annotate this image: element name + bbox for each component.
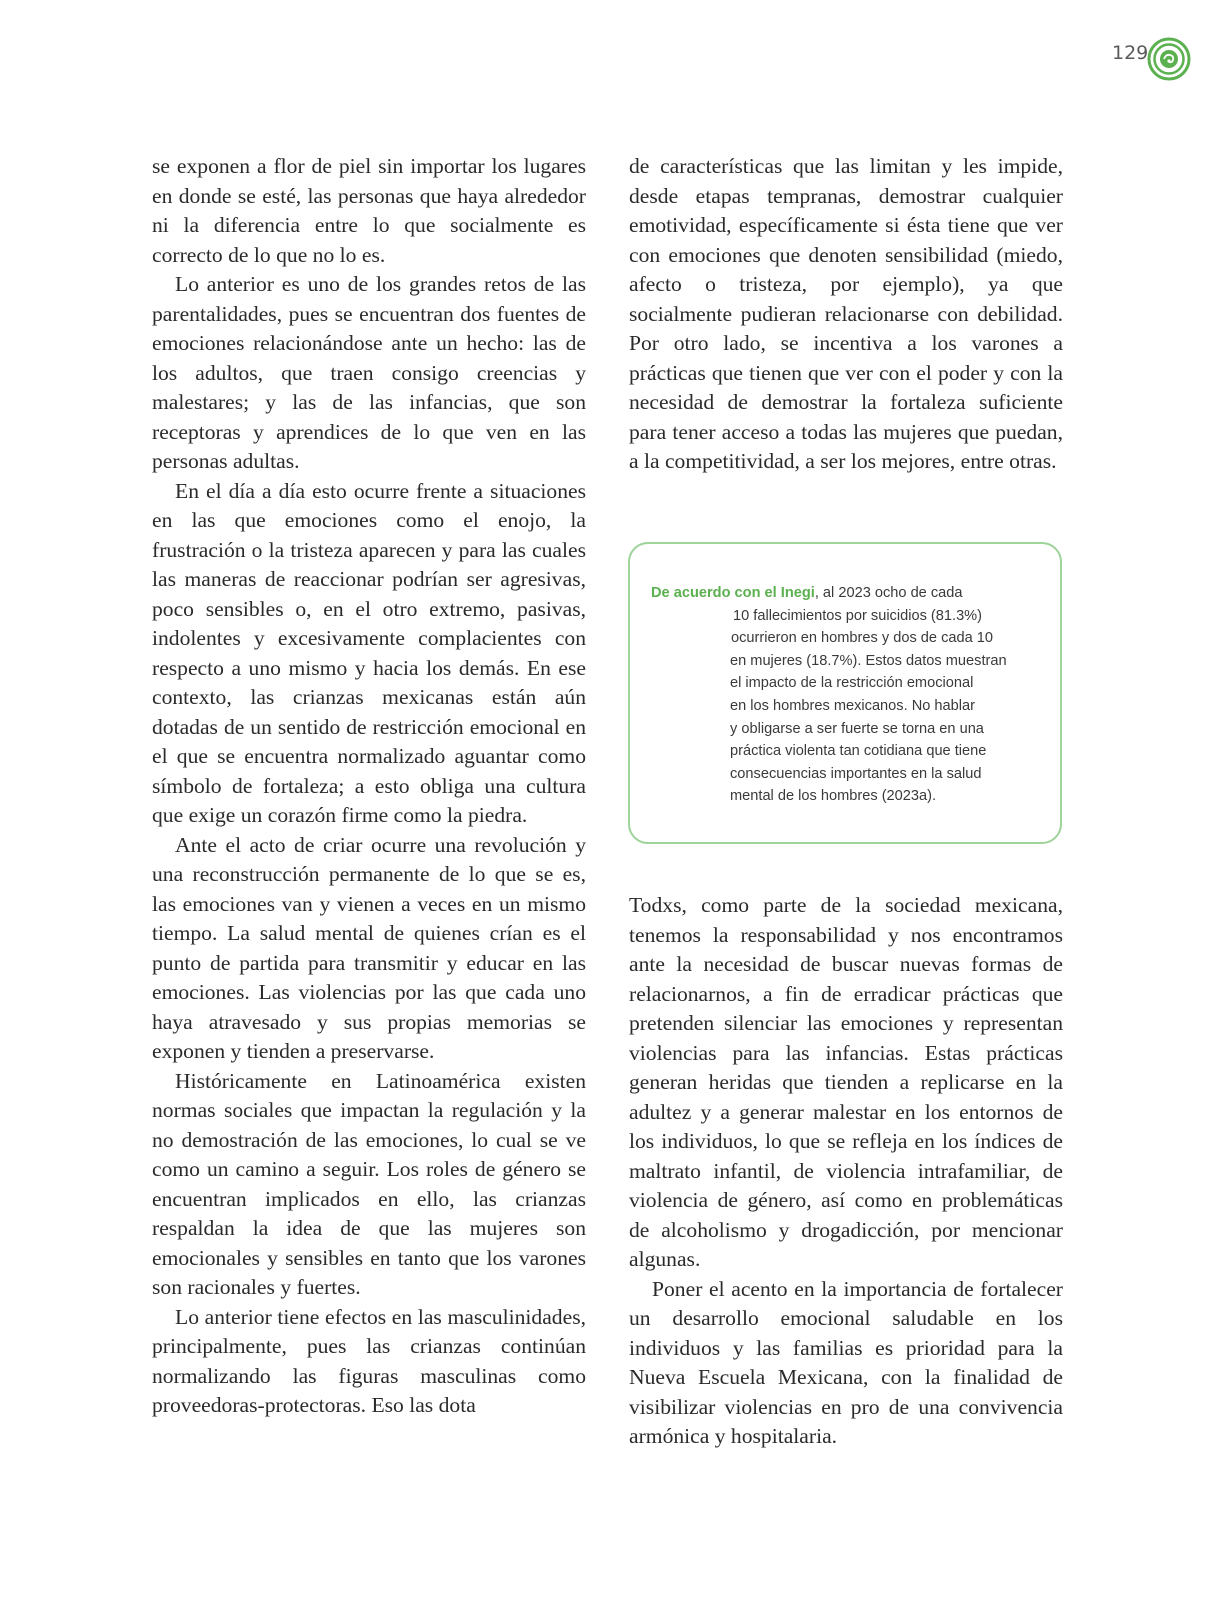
paragraph: Poner el acento en la importancia de fortalecer un desarrollo emocional saludable en los individuos y las familias es prioridad para la Nueva Escuela Mexicana, con la finalidad de visibilizar violencias en pro de una convivencia armónica y hospitalaria. <box>629 1276 1063 1448</box>
right-column-top <box>629 152 1063 477</box>
callout-line: en los hombres mexicanos. No hablar <box>730 697 975 714</box>
callout-line: y obligarse a ser fuerte se torna en una <box>730 720 984 737</box>
paragraph: En el día a día esto ocurre frente a situaciones en las que emociones como el enojo, la frustración o la tristeza aparecen y para las cuales las maneras de reaccionar podrían ser agresivas, poco sensibles o, en el otro extremo, pasivas, indolentes y excesivamente complacientes con respecto a uno mismo y hacia los demás. En ese contexto, las crianzas mexicanas están aún dotadas de un sentido de restricción emocional en el que se encuentra normalizado aguantar como símbolo de fortaleza; a esto obliga una cultura que exige un corazón firme como la piedra. <box>152 478 586 827</box>
callout-lead: De acuerdo con el Inegi <box>651 585 815 601</box>
paragraph: Ante el acto de criar ocurre una revolución y una reconstrucción permanente de lo que se es, las emociones van y vienen a veces en un mismo tiempo. La salud mental de quienes crían es el punto de partida para transmitir y educar en las emociones. Las violencias por las que cada uno haya atravesado y sus propias memorias se exponen y tienden a preservarse. <box>152 832 586 1063</box>
paragraph: Lo anterior es uno de los grandes retos de las parentalidades, pues se encuentran dos fuentes de emociones relacionándose ante un hecho: las de los adultos, que traen consigo creencias y malestares; y las de las infancias, que son receptoras y aprendices de lo que ven en las personas adultas. <box>152 272 586 473</box>
callout-line: el impacto de la restricción emocional <box>730 675 974 692</box>
left-column <box>152 152 586 1421</box>
callout-line: mental de los hombres (2023a). <box>730 788 937 805</box>
callout-first-line-rest: , al 2023 ocho de cada <box>814 585 963 601</box>
callout-line: en mujeres (18.7%). Estos datos muestran <box>730 652 1007 669</box>
paragraph: se exponen a flor de piel sin importar los lugares en donde se esté, las personas que haya alrededor ni la diferencia entre lo que socialmente es correcto de lo que no lo es. <box>152 154 586 267</box>
callout-line: 10 fallecimientos por suicidios (81.3%) <box>733 607 983 624</box>
paragraph: Todxs, como parte de la sociedad mexicana, tenemos la responsabilidad y nos encontramos ante la necesidad de buscar nuevas formas de relacionarnos, a fin de erradicar prácticas que pretenden silenciar las emociones y representan violencias para las infancias. Estas prácticas generan heridas que tienden a replicarse en la adultez y a generar malestar en los entornos de los individuos, lo que se refleja en los índices de maltrato infantil, de violencia intrafamiliar, de violencia de género, así como en problemáticas de alcoholismo y drogadicción, por mencionar algunas. <box>629 893 1063 1271</box>
page-number: 129 <box>1112 42 1149 64</box>
callout-line <box>651 582 1021 605</box>
paragraph: Históricamente en Latinoamérica existen normas sociales que impactan la regulación y la no demostración de las emociones, lo cual se ve como un camino a seguir. Los roles de género se encuentran implicados en ello, las crianzas respaldan la idea de que las mujeres son emocionales y sensibles en tanto que los varones son racionales y fuertes. <box>152 1068 586 1299</box>
right-column-bottom <box>629 891 1063 1452</box>
callout-line: consecuencias importantes en la salud <box>730 765 982 782</box>
callout-text <box>651 582 1021 808</box>
paragraph: Lo anterior tiene efectos en las masculinidades, principalmente, pues las crianzas continúan normalizando las figuras masculinas como proveedoras-protectoras. Eso las dota <box>152 1304 586 1417</box>
callout-line: ocurrieron en hombres y dos de cada 10 <box>731 630 994 647</box>
callout-line: práctica violenta tan cotidiana que tiene <box>730 743 987 760</box>
green-spiral-logo-icon <box>1147 37 1191 81</box>
paragraph: de características que las limitan y les impide, desde etapas tempranas, demostrar cualquier emotividad, específicamente si ésta tiene que ver con emociones que denoten sensibilidad (miedo, afecto o tristeza, por ejemplo), ya que socialmente pudieran relacionarse con debilidad. Por otro lado, se incentiva a los varones a prácticas que tienen que ver con el poder y con la necesidad de demostrar la fortaleza suficiente para tener acceso a todas las mujeres que puedan, a la competitividad, a ser los mejores, entre otras. <box>629 154 1063 473</box>
